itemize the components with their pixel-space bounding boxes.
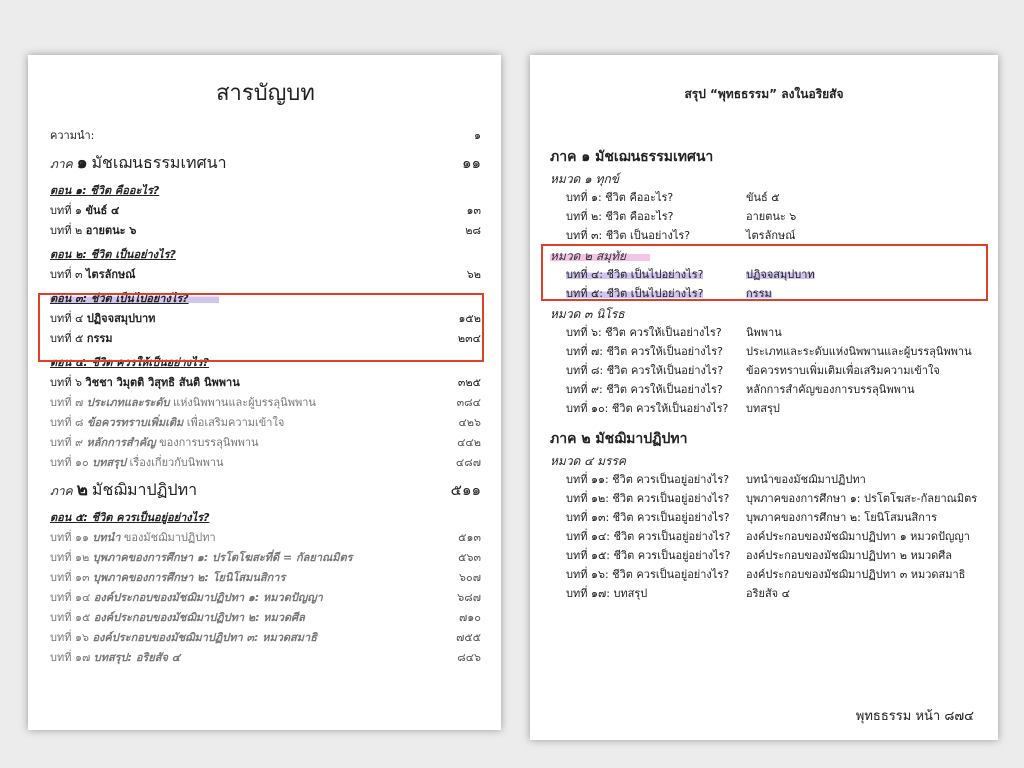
summary-row <box>550 489 978 508</box>
section-5-chapters <box>50 528 481 668</box>
group-3-rows <box>550 323 978 418</box>
chapter-text <box>50 433 259 453</box>
chapter-subtitle: ของมัชฌิมาปฏิปทา <box>123 531 216 544</box>
group-1-rows <box>550 188 978 245</box>
chapter-page: ๗๑๐ <box>459 611 481 624</box>
summary-question-text: บทที่ ๒: ชีวิต คืออะไร? <box>566 210 674 223</box>
chapter-title: บทสรุป: อริยสัจ ๔ <box>93 651 181 664</box>
chapter-row <box>50 221 481 241</box>
summary-question-text: บทที่ ๑๖: ชีวิต ควรเป็นอยู่อย่างไร? <box>566 568 730 581</box>
chapter-page: ๖๘๗ <box>457 591 481 604</box>
section-2-chapters <box>50 265 481 285</box>
summary-title: สรุป “พุทธธรรม” ลงในอริยสัจ <box>684 87 844 101</box>
summary-row <box>550 508 978 527</box>
summary-topic-text: ปฏิจจสมุปบาท <box>746 268 815 281</box>
summary-row <box>550 546 978 565</box>
chapter-title: ไตรลักษณ์ <box>86 268 136 281</box>
chapter-row <box>50 413 481 433</box>
summary-topic <box>746 323 978 342</box>
chapter-title: อายตนะ ๖ <box>85 224 137 237</box>
chapter-text <box>50 528 216 548</box>
part-number: ๒ <box>76 480 88 500</box>
summary-question <box>566 323 746 342</box>
summary-topic-text: ประเภทและระดับแห่งนิพพานและผู้บรรลุนิพพาน <box>746 345 972 358</box>
section-1-chapters <box>50 201 481 241</box>
summary-question <box>566 527 746 546</box>
summary-question <box>566 508 746 527</box>
chapter-page: ๗๕๕ <box>456 631 481 644</box>
summary-topic-text: ไตรลักษณ์ <box>746 229 796 242</box>
summary-question-text: บทที่ ๑๕: ชีวิต ควรเป็นอยู่อย่างไร? <box>566 549 731 562</box>
chapter-page: ๔๔๒ <box>457 436 481 449</box>
group-label: หมวด ๓ นิโรธ <box>550 307 625 321</box>
summary-row <box>550 361 978 380</box>
summary-row <box>550 399 978 418</box>
toc-section-1 <box>50 181 481 201</box>
chapter-title: บุพภาคของการศึกษา ๒: โยนิโสมนสิการ <box>92 571 286 584</box>
chapter-text <box>50 453 224 473</box>
summary-row <box>550 380 978 399</box>
section-label: ตอน ๒: ชีวิต เป็นอย่างไร? <box>50 248 176 261</box>
chapter-page: ๖๐๗ <box>459 571 481 584</box>
chapter-row <box>50 608 481 628</box>
chapter-title: ประเภทและระดับ <box>86 396 170 409</box>
summary-row <box>550 226 978 245</box>
summary-group-3 <box>550 305 978 323</box>
chapter-number: บทที่ ๖ <box>50 376 82 389</box>
summary-topic <box>746 527 978 546</box>
chapter-number: บทที่ ๕ <box>50 332 84 345</box>
section-4-chapters <box>50 373 481 473</box>
chapter-subtitle: ของการบรรลุนิพพาน <box>159 436 259 449</box>
summary-topic-text: องค์ประกอบของมัชฌิมาปฏิปทา ๑ หมวดปัญญา <box>746 530 970 543</box>
chapter-row <box>50 588 481 608</box>
chapter-text <box>50 413 284 433</box>
chapter-title: กรรม <box>86 332 113 345</box>
summary-topic-text: บทสรุป <box>746 402 780 415</box>
summary-topic <box>746 342 978 361</box>
section-label: ตอน ๕: ชีวิต ควรเป็นอยู่อย่างไร? <box>50 511 210 524</box>
chapter-text <box>50 548 353 568</box>
chapter-title: วิชชา วิมุตติ วิสุทธิ สันติ นิพพาน <box>85 376 240 389</box>
summary-question-text: บทที่ ๑๒: ชีวิต ควรเป็นอยู่อย่างไร? <box>566 492 730 505</box>
chapter-text <box>50 588 323 608</box>
summary-question-text: บทที่ ๙: ชีวิต ควรให้เป็นอย่างไร? <box>566 383 723 396</box>
summary-part-1: ภาค ๑ มัชเฌนธรรมเทศนา <box>550 149 714 165</box>
summary-topic-text: บุพภาคของการศึกษา ๑: ปรโตโฆสะ-กัลยาณมิตร <box>746 492 978 505</box>
chapter-title: องค์ประกอบของมัชฌิมาปฏิปทา ๒: หมวดศีล <box>93 611 305 624</box>
summary-topic <box>746 380 978 399</box>
summary-question-text: บทที่ ๔: ชีวิต เป็นไปอย่างไร? <box>566 268 704 281</box>
summary-topic-text: หลักการสำคัญของการบรรลุนิพพาน <box>746 383 915 396</box>
summary-question-text: บทที่ ๗: ชีวิต ควรให้เป็นอย่างไร? <box>566 345 723 358</box>
chapter-text <box>50 628 317 648</box>
summary-row <box>550 323 978 342</box>
summary-row <box>550 470 978 489</box>
summary-row <box>550 188 978 207</box>
summary-row <box>550 584 978 603</box>
summary-question <box>566 399 746 418</box>
summary-topic-text: ข้อควรทราบเพิ่มเติมเพื่อเสริมความเข้าใจ <box>746 364 940 377</box>
chapter-page: ๕๖๓ <box>458 551 481 564</box>
summary-question <box>566 470 746 489</box>
toc-part-1 <box>50 150 481 177</box>
chapter-number: บทที่ ๑ <box>50 204 82 217</box>
chapter-text <box>50 373 240 393</box>
chapter-row <box>50 528 481 548</box>
summary-topic <box>746 188 978 207</box>
part-label: ภาค <box>50 484 73 498</box>
chapter-row <box>50 648 481 668</box>
part-page: ๕๑๑ <box>450 481 481 499</box>
summary-question <box>566 342 746 361</box>
chapter-number: บทที่ ๑๑ <box>50 531 89 544</box>
chapter-number: บทที่ ๑๒ <box>50 551 90 564</box>
summary-question-text: บทที่ ๑๐: ชีวิต ควรให้เป็นอย่างไร? <box>566 402 729 415</box>
toc-section-2 <box>50 245 481 265</box>
toc-title: สารบัญบท <box>216 81 315 106</box>
summary-topic-text: อริยสัจ ๔ <box>746 587 790 600</box>
chapter-number: บทที่ ๑๓ <box>50 571 90 584</box>
summary-topic <box>746 399 978 418</box>
summary-topic <box>746 508 978 527</box>
summary-topic-text: อายตนะ ๖ <box>746 210 797 223</box>
summary-group-1 <box>550 170 978 188</box>
summary-question-text: บทที่ ๖: ชีวิต ควรให้เป็นอย่างไร? <box>566 326 722 339</box>
summary-question <box>566 207 746 226</box>
chapter-number: บทที่ ๑๖ <box>50 631 89 644</box>
summary-part-2: ภาค ๒ มัชฌิมาปฏิปทา <box>550 431 688 447</box>
part-name: มัชเฌนธรรมเทศนา <box>91 153 227 172</box>
summary-topic <box>746 489 978 508</box>
summary-question-text: บทที่ ๑๔: ชีวิต ควรเป็นอยู่อย่างไร? <box>566 530 731 543</box>
chapter-title: องค์ประกอบของมัชฌิมาปฏิปทา ๑: หมวดปัญญา <box>93 591 323 604</box>
section-label: ตอน ๑: ชีวิต คืออะไร? <box>50 184 160 197</box>
highlight-box-left <box>38 293 484 362</box>
summary-topic-text: ขันธ์ ๕ <box>746 191 780 204</box>
summary-question <box>566 489 746 508</box>
chapter-page: ๒๓๔ <box>457 332 481 345</box>
summary-question <box>566 584 746 603</box>
chapter-title: หลักการสำคัญ <box>86 436 156 449</box>
chapter-text <box>50 568 285 588</box>
chapter-number: บทที่ ๒ <box>50 224 83 237</box>
page-footer: พุทธธรรม หน้า ๘๗๔ <box>855 709 974 724</box>
chapter-page: ๒๘ <box>465 224 481 237</box>
summary-topic <box>746 361 978 380</box>
chapter-title: บุพภาคของการศึกษา ๑: ปรโตโฆสะที่ดี = กัลยาณมิตร <box>92 551 353 564</box>
summary-question-text: บทที่ ๑๑: ชีวิต ควรเป็นอยู่อย่างไร? <box>566 473 730 486</box>
summary-question <box>566 188 746 207</box>
chapter-text <box>50 221 136 241</box>
chapter-number: บทที่ ๑๕ <box>50 611 91 624</box>
chapter-number: บทที่ ๘ <box>50 416 84 429</box>
summary-topic <box>746 584 978 603</box>
summary-topic-text: บุพภาคของการศึกษา ๒: โยนิโสมนสิการ <box>746 511 938 524</box>
chapter-title: องค์ประกอบของมัชฌิมาปฏิปทา ๓: หมวดสมาธิ <box>92 631 317 644</box>
highlight-box-right <box>541 244 988 301</box>
chapter-row <box>50 568 481 588</box>
chapter-subtitle: เรื่องเกี่ยวกับนิพพาน <box>129 456 224 469</box>
chapter-number: บทที่ ๓ <box>50 268 83 281</box>
chapter-text <box>50 265 135 285</box>
summary-topic-text: นิพพาน <box>746 326 782 339</box>
group-label: หมวด ๔ มรรค <box>550 454 626 468</box>
chapter-page: ๖๒ <box>466 268 481 281</box>
summary-topic-text: บทนำของมัชฌิมาปฏิปทา <box>746 473 866 486</box>
toc-page <box>28 55 501 730</box>
summary-question-text: บทที่ ๑: ชีวิต คืออะไร? <box>566 191 674 204</box>
toc-intro-page: ๑ <box>474 129 481 142</box>
chapter-row <box>50 433 481 453</box>
summary-topic <box>746 470 978 489</box>
summary-question-text: บทที่ ๘: ชีวิต ควรให้เป็นอย่างไร? <box>566 364 724 377</box>
part-label: ภาค <box>50 157 73 171</box>
chapter-title: ข้อควรทราบเพิ่มเติม <box>86 416 184 429</box>
chapter-page: ๔๒๖ <box>458 416 481 429</box>
section-label: ตอน ๔: ชีวิต ควรให้เป็นอย่างไร? <box>50 356 210 369</box>
summary-row <box>550 565 978 584</box>
chapter-subtitle: แห่งนิพพานและผู้บรรลุนิพพาน <box>173 396 316 409</box>
chapter-subtitle: เพื่อเสริมความเข้าใจ <box>186 416 285 429</box>
summary-question <box>566 361 746 380</box>
group-label: หมวด ๒ สมุทัย <box>550 249 650 263</box>
toc-intro-label: ความนำ: <box>50 129 95 142</box>
summary-page <box>530 55 998 740</box>
chapter-page: ๓๒๕ <box>457 376 481 389</box>
chapter-row <box>50 373 481 393</box>
summary-topic-text: องค์ประกอบของมัชฌิมาปฏิปทา ๓ หมวดสมาธิ <box>746 568 966 581</box>
summary-question-text: บทที่ ๑๗: บทสรุป <box>566 587 648 600</box>
chapter-text <box>50 393 316 413</box>
summary-row <box>550 342 978 361</box>
chapter-page: ๘๔๖ <box>457 651 481 664</box>
chapter-title: ปฏิจจสมุปบาท <box>86 312 156 325</box>
summary-question <box>566 565 746 584</box>
summary-row <box>550 527 978 546</box>
chapter-row <box>50 628 481 648</box>
summary-topic-text: กรรม <box>746 287 772 300</box>
chapter-number: บทที่ ๑๐ <box>50 456 89 469</box>
summary-question <box>566 546 746 565</box>
summary-question <box>566 226 746 245</box>
summary-topic <box>746 226 978 245</box>
toc-intro-row <box>50 126 481 146</box>
summary-topic <box>746 565 978 584</box>
chapter-text <box>50 201 119 221</box>
toc-part-2 <box>50 477 481 504</box>
chapter-page: ๔๘๗ <box>455 456 481 469</box>
chapter-title: ขันธ์ ๔ <box>85 204 120 217</box>
summary-topic <box>746 207 978 226</box>
section-label: ตอน ๓: ชีวิต เป็นไปอย่างไร? <box>50 292 219 305</box>
group-label: หมวด ๑ ทุกข์ <box>550 172 619 186</box>
chapter-page: ๕๑๓ <box>458 531 481 544</box>
chapter-number: บทที่ ๑๗ <box>50 651 91 664</box>
chapter-row <box>50 453 481 473</box>
part-number: ๑ <box>76 153 88 173</box>
chapter-page: ๑๓ <box>466 204 481 217</box>
chapter-row <box>50 393 481 413</box>
chapter-row <box>50 265 481 285</box>
summary-row <box>550 207 978 226</box>
toc-section-5 <box>50 508 481 528</box>
chapter-number: บทที่ ๙ <box>50 436 84 449</box>
summary-question-text: บทที่ ๑๓: ชีวิต ควรเป็นอยู่อย่างไร? <box>566 511 730 524</box>
part-page: ๑๑ <box>461 154 481 172</box>
chapter-page: ๑๕๒ <box>458 312 481 325</box>
chapter-title: บทสรุป <box>92 456 127 469</box>
chapter-title: บทนำ <box>92 531 121 544</box>
part-name: มัชฌิมาปฏิปทา <box>91 480 198 499</box>
chapter-text <box>50 648 180 668</box>
summary-question <box>566 380 746 399</box>
chapter-number: บทที่ ๑๔ <box>50 591 91 604</box>
chapter-row <box>50 201 481 221</box>
chapter-page: ๓๘๔ <box>456 396 481 409</box>
summary-topic <box>746 546 978 565</box>
summary-topic-text: องค์ประกอบของมัชฌิมาปฏิปทา ๒ หมวดศีล <box>746 549 952 562</box>
chapter-row <box>50 548 481 568</box>
summary-question-text: บทที่ ๕: ชีวิต เป็นไปอย่างไร? <box>566 287 704 300</box>
chapter-text <box>50 608 305 628</box>
chapter-number: บทที่ ๗ <box>50 396 84 409</box>
summary-group-4 <box>550 452 978 470</box>
summary-question-text: บทที่ ๓: ชีวิต เป็นอย่างไร? <box>566 229 691 242</box>
chapter-number: บทที่ ๔ <box>50 312 84 325</box>
group-4-rows <box>550 470 978 603</box>
